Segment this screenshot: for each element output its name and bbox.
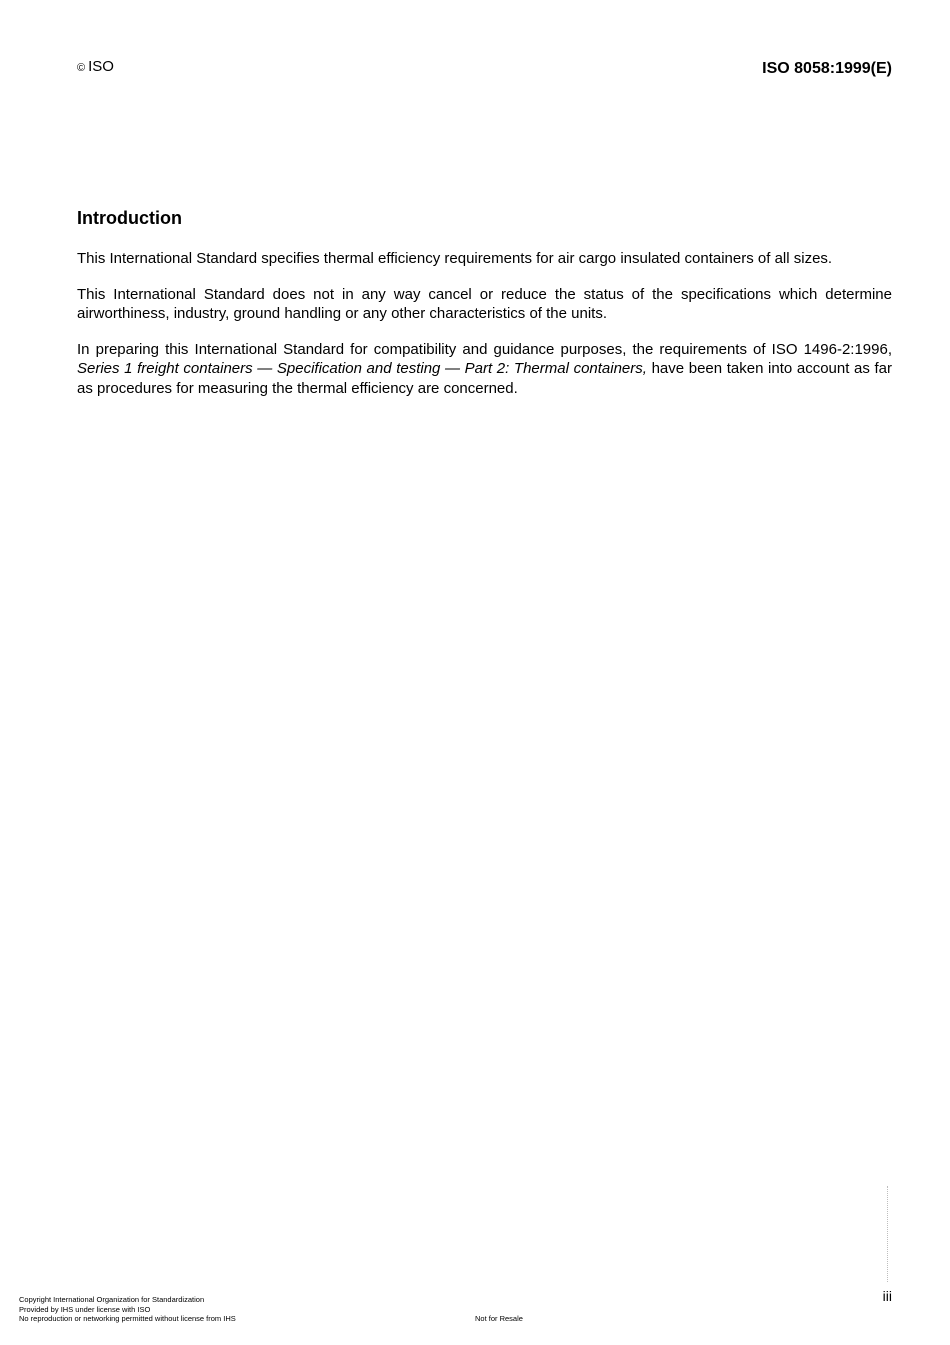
copyright-header xyxy=(77,58,114,77)
footer-line-2: Provided by IHS under license with ISO xyxy=(19,1304,151,1314)
introduction-section xyxy=(77,207,892,414)
paragraph-3-start: In preparing this International Standard for compatibility and guidance purposes, the requirements of ISO 1496-2:1996, xyxy=(77,340,892,358)
copyright-owner: ISO xyxy=(88,58,114,75)
referenced-standard-title: Series 1 freight containers — Specification and testing — Part 2: Thermal containers, xyxy=(77,360,647,377)
intro-paragraph-3 xyxy=(77,340,892,399)
copyright-symbol: © xyxy=(77,62,86,74)
intro-paragraph-1: This International Standard specifies thermal efficiency requirements for air cargo insulated containers of all sizes. xyxy=(77,250,833,267)
footer-line-3: No reproduction or networking permitted without license from IHS xyxy=(19,1314,236,1324)
margin-dotted-line xyxy=(887,1186,890,1282)
paragraph-3-end: have been taken into account as far as procedures for measuring the thermal efficiency are concerned. xyxy=(77,360,892,397)
resale-notice: Not for Resale xyxy=(475,1314,523,1323)
intro-paragraph-2: This International Standard does not in any way cancel or reduce the status of the specifications which determine airworthiness, industry, ground handling or any other characteristics of the units. xyxy=(77,285,892,322)
document-id: ISO 8058:1999(E) xyxy=(762,60,892,77)
section-heading: Introduction xyxy=(77,208,182,228)
footer-line-1: Copyright International Organization for Standardization xyxy=(19,1295,205,1304)
footer-license xyxy=(19,1295,236,1324)
page-number: iii xyxy=(882,1288,892,1304)
